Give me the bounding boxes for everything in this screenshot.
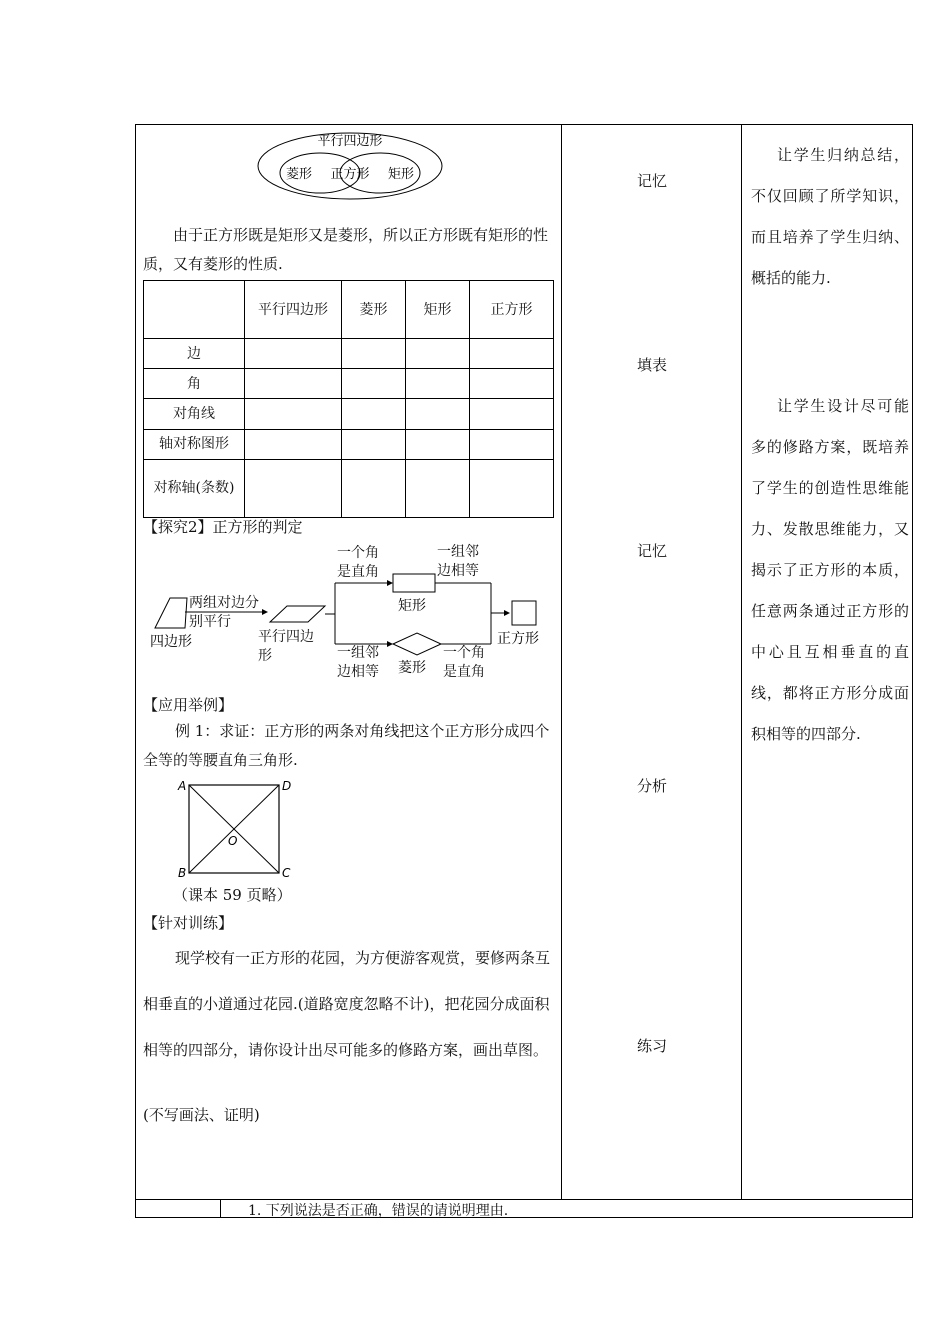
- middle-label-memory: 记忆: [636, 172, 667, 190]
- training-title: 【针对训练】: [143, 914, 234, 932]
- table-row-label: 边: [144, 339, 245, 369]
- outer-right-border: [912, 124, 913, 1218]
- training-note: (不写画法、证明): [143, 1106, 260, 1124]
- bottom-question-1: 1. 下列说法是否正确，错误的请说明理由.: [248, 1203, 509, 1219]
- properties-table: [143, 280, 554, 518]
- example1-text: 例 1：求证：正方形的两条对角线把这个正方形分成四个全等的等腰直角三角形.: [143, 722, 550, 769]
- flow-bottom-cond2-label: 一个角是直角: [443, 645, 485, 680]
- intro-paragraph: 由于正方形既是矩形又是菱形，所以正方形既有矩形的性质，又有菱形的性质.: [143, 226, 549, 273]
- venn-right-label: 矩形: [387, 167, 415, 182]
- flow-square-label: 正方形: [497, 631, 539, 647]
- explore2-title: 【探究2】正方形的判定: [143, 518, 303, 536]
- flow-rect-label: 矩形: [398, 598, 426, 614]
- center-O-label: O: [228, 834, 238, 848]
- table-row-label: 对称轴(条数): [144, 459, 245, 517]
- venn-diagram: [255, 126, 445, 202]
- flow-para-label: 平行四边形: [258, 629, 314, 664]
- right-note-2: 让学生设计尽可能多的修路方案，既培养了学生的创造性思维能力、发散思维能力，又揭示了正方形的本质，任意两条通过正方形的中心且互相垂直的直线，都将正方形分成面积相等的四部分.: [751, 397, 909, 743]
- vertex-A-label: A: [178, 779, 187, 793]
- middle-label-practice: 练习: [636, 1037, 667, 1055]
- bottom-cell-divider: [220, 1199, 221, 1218]
- venn-left-label: 菱形: [285, 167, 313, 182]
- flow-rhombus-label: 菱形: [398, 660, 426, 676]
- venn-center-label: 正方形: [330, 167, 370, 182]
- table-header-empty: [144, 281, 245, 339]
- table-row-label: 对角线: [144, 399, 245, 429]
- venn-outer-label: 平行四边形: [317, 134, 383, 149]
- square-figure: [172, 776, 302, 880]
- table-row-label: 角: [144, 369, 245, 399]
- flow-top-cond2-label: 一组邻边相等: [437, 544, 479, 579]
- vertex-C-label: C: [282, 866, 291, 880]
- vertex-B-label: B: [178, 866, 187, 880]
- training-text: 现学校有一正方形的花园，为方便游客观赏，要修两条互相垂直的小道通过花园.(道路宽度忽略不计)，把花园分成面积相等的四部分，请你设计出尽可能多的修路方案，画出草图。: [143, 949, 551, 1059]
- table-header-square: 正方形: [470, 281, 554, 339]
- middle-label-fill-table: 填表: [636, 356, 667, 374]
- table-header-rectangle: 矩形: [406, 281, 470, 339]
- flow-cond1-label: 两组对边分别平行: [189, 595, 259, 630]
- square-determination-flowchart: [145, 540, 565, 690]
- table-row-label: 轴对称图形: [144, 429, 245, 459]
- vertex-D-label: D: [282, 779, 292, 793]
- right-note-1: 让学生归纳总结，不仅回顾了所学知识，而且培养了学生归纳、概括的能力.: [751, 146, 909, 287]
- apply-title: 【应用举例】: [143, 696, 234, 714]
- table-header-rhombus: 菱形: [342, 281, 406, 339]
- table-header-parallelogram: 平行四边形: [245, 281, 342, 339]
- textbook-note: （课本 59 页略）: [173, 886, 292, 904]
- middle-label-analysis: 分析: [636, 777, 667, 795]
- outer-top-border: [135, 124, 913, 125]
- flow-quad-label: 四边形: [150, 634, 192, 650]
- flow-bottom-cond-label: 一组邻边相等: [337, 645, 379, 680]
- middle-label-memory-2: 记忆: [636, 542, 667, 560]
- flow-top-cond-label: 一个角是直角: [337, 545, 379, 580]
- outer-left-border: [135, 124, 136, 1218]
